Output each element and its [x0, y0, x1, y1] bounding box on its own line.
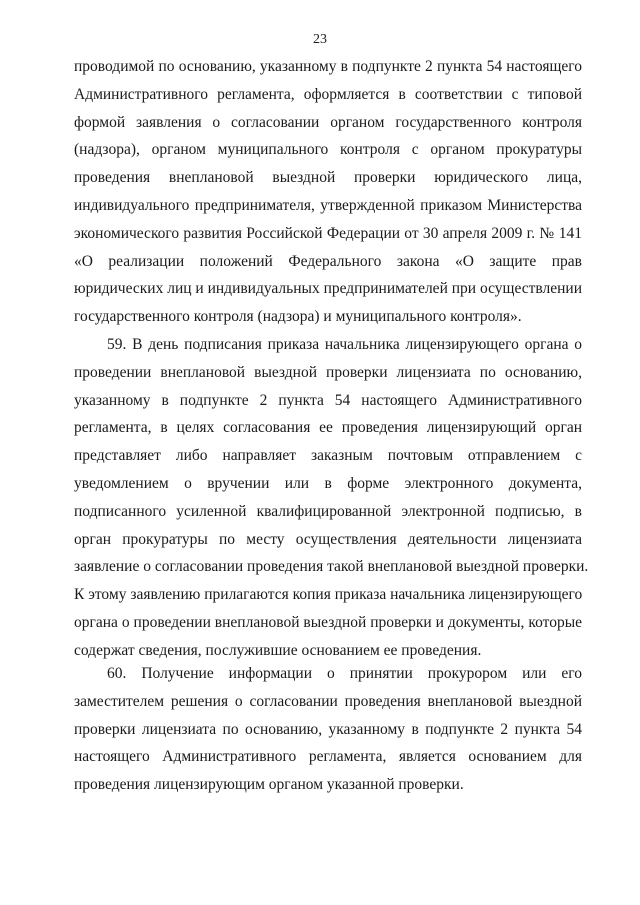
text-line: настоящего Административного регламента, является основанием для — [74, 748, 582, 766]
text-line: (надзора), органом муниципального контроля с органом прокуратуры — [74, 141, 582, 159]
text-line: указанному в подпункте 2 пункта 54 настоящего Административного — [74, 391, 582, 409]
text-line: государственного контроля (надзора) и муниципального контроля». — [74, 308, 522, 326]
text-line: представляет либо направляет заказным почтовым отправлением с — [74, 447, 582, 465]
text-line: регламента, в целях согласования ее проведения лицензирующий орган — [74, 419, 582, 437]
text-line: Административного регламента, оформляется в соответствии с типовой — [74, 85, 582, 103]
text-line: 59. В день подписания приказа начальника лицензирующего органа о — [107, 336, 582, 353]
paragraph-59 — [74, 331, 589, 665]
text-line: проводимой по основанию, указанному в подпункте 2 пункта 54 настоящего — [74, 58, 582, 75]
text-line: уведомлением о вручении или в форме электронного документа, — [74, 474, 582, 492]
text-line: 60. Получение информации о принятии прокурором или его — [107, 665, 582, 682]
text-line: проведения лицензирующим органом указанной проверки. — [74, 776, 464, 794]
text-line: «О реализации положений Федерального закона «О защите прав — [74, 252, 582, 270]
text-line: проверки лицензиата по основанию, указанному в подпункте 2 пункта 54 — [74, 720, 582, 738]
text-line: органа о проведении внеплановой выездной проверки и документы, которые — [74, 613, 582, 631]
page-number: 23 — [313, 32, 327, 47]
text-line: К этому заявлению прилагаются копия приказа начальника лицензирующего — [74, 586, 583, 604]
text-line: юридических лиц и индивидуальных предпринимателей при осуществлении — [74, 280, 582, 298]
text-line: орган прокуратуры по месту осуществления деятельности лицензиата — [74, 530, 582, 548]
text-line: проведении внеплановой выездной проверки лицензиата по основанию, — [74, 363, 582, 381]
text-line: индивидуального предпринимателя, утвержденной приказом Министерства — [74, 196, 582, 214]
paragraph-60 — [74, 660, 582, 799]
text-line: экономического развития Российской Федерации от 30 апреля 2009 г. № 141 — [74, 224, 582, 242]
text-line: подписанного усиленной квалифицированной электронной подписью, в — [74, 502, 582, 520]
text-line: содержат сведения, послужившие основанием ее проведения. — [74, 641, 482, 659]
text-line: проведения внеплановой выездной проверки юридического лица, — [74, 169, 582, 187]
paragraph-continuation — [74, 53, 582, 331]
text-line: заявление о согласовании проведения такой внеплановой выездной проверки. — [74, 558, 589, 576]
text-line: формой заявления о согласовании органом государственного контроля — [74, 113, 582, 131]
text-line: заместителем решения о согласовании проведения внеплановой выездной — [74, 692, 582, 710]
